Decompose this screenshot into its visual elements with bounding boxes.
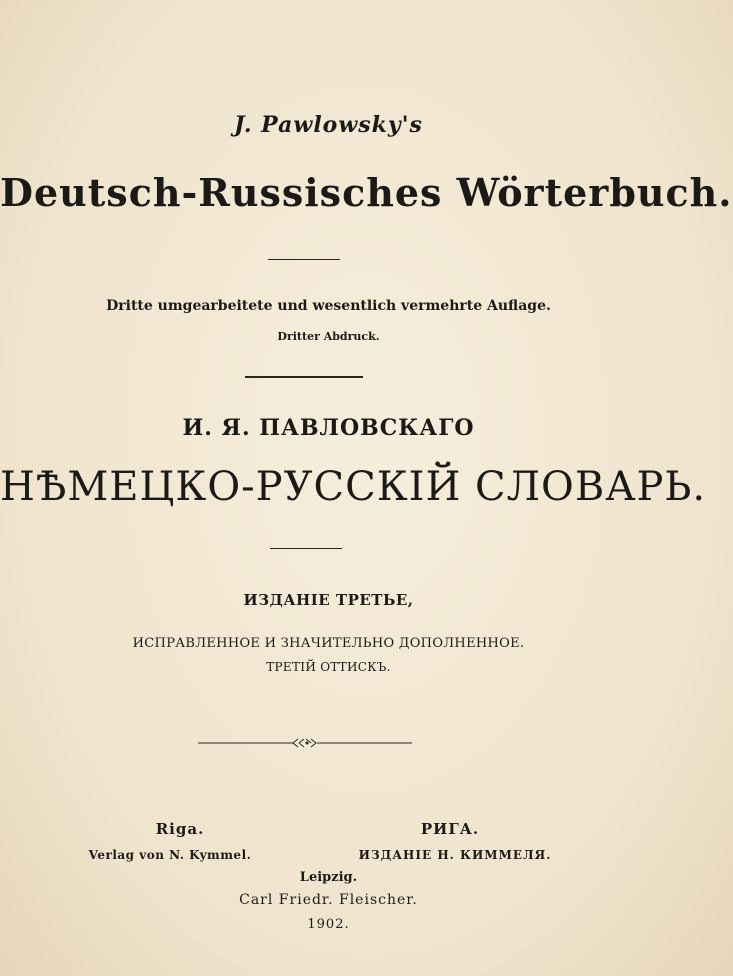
divider-rule: [270, 548, 342, 549]
divider-rule: [245, 376, 363, 378]
russian-printing: ТРЕТІЙ ОТТИСКЪ.: [266, 660, 391, 674]
german-title: Deutsch-Russisches Wörterbuch.: [0, 170, 733, 215]
divider-rule: [268, 259, 340, 260]
german-author: J. Pawlowsky's: [234, 112, 423, 138]
print-city: Leipzig.: [299, 870, 358, 885]
printer-name: Carl Friedr. Fleischer.: [239, 892, 418, 908]
russian-edition-detail: ИСПРАВЛЕННОЕ И ЗНАЧИТЕЛЬНО ДОПОЛНЕННОЕ.: [132, 636, 525, 651]
russian-title: НѢМЕЦКО-РУССКІЙ СЛОВАРЬ.: [0, 464, 707, 510]
imprint-publisher-german: Verlag von N. Kymmel.: [88, 848, 252, 862]
publication-year: 1902.: [307, 917, 350, 932]
german-edition: Dritte umgearbeitete und wesentlich vermehrte Auflage.: [106, 298, 551, 314]
german-printing: Dritter Abdruck.: [277, 330, 380, 343]
imprint-city-german: Riga.: [155, 820, 205, 838]
imprint-publisher-russian: ИЗДАНІЕ Н. КИММЕЛЯ.: [358, 848, 552, 862]
russian-author: И. Я. ПАВЛОВСКАГО: [182, 415, 475, 441]
imprint-city-russian: РИГА.: [420, 820, 480, 838]
russian-edition: ИЗДАНІЕ ТРЕТЬЕ,: [243, 591, 414, 609]
ornament-divider-icon: [198, 737, 412, 749]
